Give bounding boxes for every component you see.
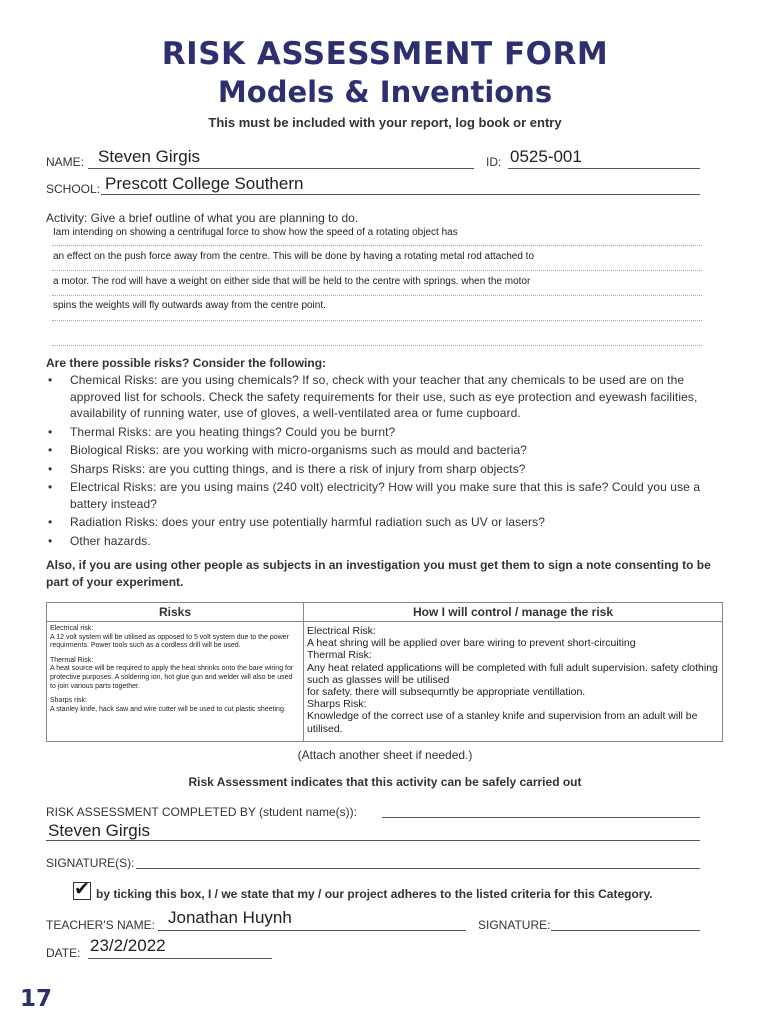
- control-line: A heat shring will be applied over bare wiring to prevent short-circuiting: [307, 637, 636, 650]
- activity-line-1[interactable]: Iam intending on showing a centrifugal force to show how the speed of a rotating object has: [53, 227, 458, 238]
- name-underline: [88, 168, 474, 169]
- control-line: Electrical Risk:: [307, 625, 376, 637]
- completed-by-value[interactable]: Steven Girgis: [48, 821, 151, 840]
- id-value[interactable]: 0525-001: [510, 147, 582, 166]
- list-item: • Other hazards.: [46, 533, 716, 550]
- risk-line: A heat source will be required to apply the heat shrinks onto the bare wiring for protective purposes. A soldering ion, hot glue gun and welder will also be used to join various parts together.: [50, 665, 294, 690]
- control-cell[interactable]: [304, 622, 723, 742]
- school-underline: [101, 194, 700, 195]
- list-item: • Radiation Risks: does your entry use potentially harmful radiation such as UV or lasers?: [46, 514, 716, 531]
- date-underline: [88, 958, 272, 959]
- risk-line: Thermal Risk:: [50, 656, 94, 664]
- page-number: 17: [20, 986, 53, 1012]
- risk-line: A stanley knife, hack saw and wire cutter will be used to cut plastic sheeting.: [50, 705, 286, 713]
- activity-rule: [52, 320, 702, 321]
- activity-rule: [52, 245, 702, 246]
- form-title: RISK ASSESSMENT FORM: [161, 36, 609, 72]
- signatures-line[interactable]: [136, 868, 700, 869]
- control-line: Sharps Risk:: [307, 698, 367, 711]
- list-item: • Chemical Risks: are you using chemicals? If so, check with your teacher that any chemicals to be used are on the approved list for schools. Check the safety requirements for their use, such as eye protection and eyewash facilities, availability of running water, use of gloves, a well-ventilated area or fume cupboard.: [46, 372, 716, 422]
- risks-cell[interactable]: [47, 622, 304, 742]
- date-value[interactable]: 23/2/2022: [90, 936, 166, 955]
- control-line: Thermal Risk:: [307, 649, 372, 662]
- date-label: DATE:: [46, 946, 81, 960]
- criteria-checkbox[interactable]: [73, 879, 91, 900]
- risk-table: [46, 602, 723, 742]
- form-note: This must be included with your report, log book or entry: [208, 115, 562, 130]
- activity-line-4[interactable]: spins the weights will fly outwards away from the centre point.: [53, 300, 326, 311]
- tick-statement: by ticking this box, I / we state that my / our project adheres to the listed criteria for this Category.: [96, 887, 653, 901]
- control-line: Knowledge of the correct use of a stanley knife and supervision from an adult will be utilised.: [307, 710, 698, 735]
- teacher-underline: [158, 930, 466, 931]
- list-item: • Electrical Risks: are you using mains (240 volt) electricity? How will you make sure that this is safe? Could you use a battery instead?: [46, 479, 716, 512]
- school-value[interactable]: Prescott College Southern: [105, 174, 304, 193]
- table-header-control: How I will control / manage the risk: [304, 603, 723, 622]
- list-item: • Sharps Risks: are you cutting things, and is there a risk of injury from sharp objects?: [46, 461, 716, 478]
- table-header-risks: Risks: [47, 603, 304, 622]
- control-line: Any heat related applications will be completed with full adult supervision. safety clothing such as glasses will be utilised: [307, 661, 718, 686]
- risks-heading: Are there possible risks? Consider the following:: [46, 356, 327, 370]
- name-value[interactable]: Steven Girgis: [98, 147, 201, 166]
- risk-list: [46, 372, 716, 551]
- teacher-value[interactable]: Jonathan Huynh: [168, 908, 292, 927]
- attach-note: (Attach another sheet if needed.): [297, 748, 473, 762]
- activity-rule: [52, 295, 702, 296]
- activity-label: Activity: Give a brief outline of what you are planning to do.: [46, 211, 359, 225]
- check-icon: ✔: [74, 879, 90, 900]
- id-underline: [508, 168, 700, 169]
- completed-by-label: RISK ASSESSMENT COMPLETED BY (student name(s)):: [46, 805, 357, 819]
- completed-by-underline: [382, 817, 700, 818]
- risk-line: A 12 volt system will be utilised as opposed to 5 volt system due to the power requirments. Power tools such as a cordless drill will be used.: [50, 633, 289, 650]
- signatures-label: SIGNATURE(S):: [46, 856, 135, 870]
- list-item: • Biological Risks: are you working with micro-organisms such as mould and bacteria?: [46, 442, 716, 459]
- id-label: ID:: [486, 155, 502, 169]
- activity-line-3[interactable]: a motor. The rod will have a weight on either side that will be held to the centre with springs. when the motor: [53, 276, 531, 287]
- control-line: for safety. there will subsequrntly be appropriate ventillation.: [307, 686, 586, 699]
- signature-label: SIGNATURE:: [478, 918, 551, 932]
- signature-line[interactable]: [551, 930, 700, 931]
- risk-line: Electrical risk:: [50, 625, 94, 632]
- consent-note: Also, if you are using other people as subjects in an investigation you must get them to sign a note consenting to be part of your experiment.: [46, 558, 711, 589]
- name-label: NAME:: [46, 155, 85, 169]
- activity-rule: [52, 345, 702, 346]
- safe-note: Risk Assessment indicates that this activity can be safely carried out: [188, 775, 582, 789]
- completed-by-underline-2: [46, 840, 700, 841]
- list-item: • Thermal Risks: are you heating things? Could you be burnt?: [46, 424, 716, 441]
- school-label: SCHOOL:: [46, 182, 101, 196]
- form-subtitle: Models & Inventions: [217, 75, 553, 109]
- activity-line-2[interactable]: an effect on the push force away from the centre. This will be done by having a rotating metal rod attached to: [53, 251, 535, 262]
- risk-line: Sharps risk:: [50, 697, 87, 705]
- teacher-label: TEACHER'S NAME:: [46, 918, 155, 932]
- activity-rule: [52, 270, 702, 271]
